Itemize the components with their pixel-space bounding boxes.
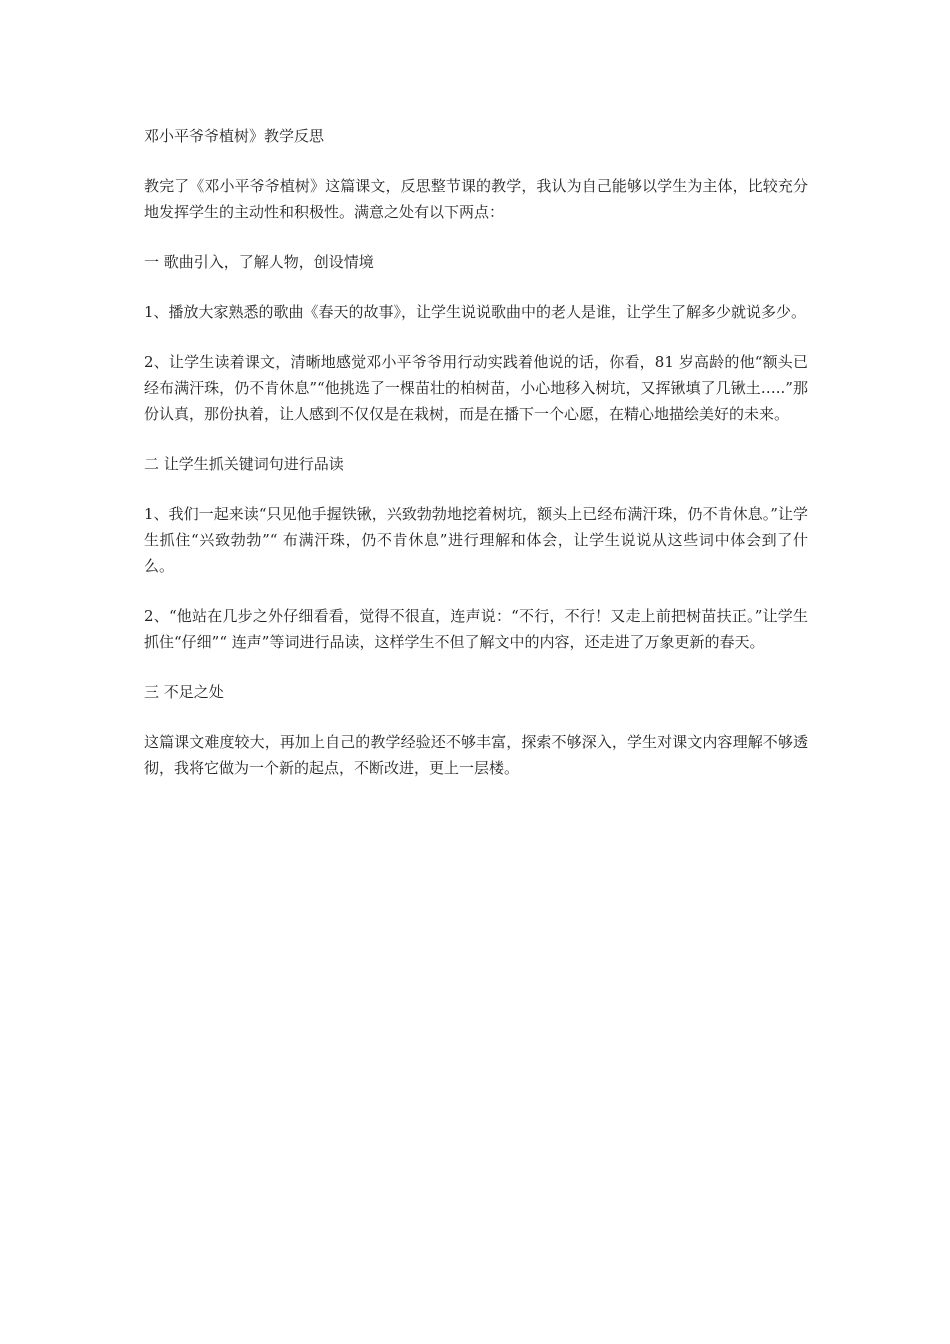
document-title: 邓小平爷爷植树》教学反思 [144, 127, 325, 145]
section-3-body: 这篇课文难度较大，再加上自己的教学经验还不够丰富，探索不够深入，学生对课文内容理解不够透彻，我将它做为一个新的起点，不断改进，更上一层楼。 [144, 733, 808, 777]
section-1-item-2: 2、让学生读着课文，清晰地感觉邓小平爷爷用行动实践着他说的话，你看，81 岁高龄的他“额头已经布满汗珠，仍不肯休息”“他挑选了一棵苗壮的柏树苗，小心地移入树坑，又挥锹填了几锹土…..”那份认真，那份执着，让人感到不仅仅是在栽树，而是在播下一个心愿，在精心地描绘美好的未来。 [144, 353, 808, 423]
section-1-item-1: 1、播放大家熟悉的歌曲《春天的故事》，让学生说说歌曲中的老人是谁，让学生了解多少就说多少。 [144, 303, 807, 321]
intro-paragraph: 教完了《邓小平爷爷植树》这篇课文，反思整节课的教学，我认为自己能够以学生为主体，比较充分地发挥学生的主动性和积极性。满意之处有以下两点： [144, 177, 808, 221]
section-2-item-1: 1、我们一起来读“只见他手握铁锹，兴致勃勃地挖着树坑，额头上已经布满汗珠，仍不肯休息。”让学生抓住“兴致勃勃”“ 布满汗珠，仍不肯休息”进行理解和体会，让学生说说从这些词中体会到了什么。 [144, 505, 808, 575]
section-2-heading: 二 让学生抓关键词句进行品读 [144, 455, 344, 473]
document-page [144, 123, 808, 805]
section-2-item-2: 2、“他站在几步之外仔细看看，觉得不很直，连声说：“不行，不行！又走上前把树苗扶正。”让学生抓住“仔细”“ 连声”等词进行品读，这样学生不但了解文中的内容，还走进了万象更新的春天。 [144, 607, 808, 651]
section-1-heading: 一 歌曲引入，了解人物，创设情境 [144, 253, 374, 271]
section-3-heading: 三 不足之处 [144, 683, 224, 701]
